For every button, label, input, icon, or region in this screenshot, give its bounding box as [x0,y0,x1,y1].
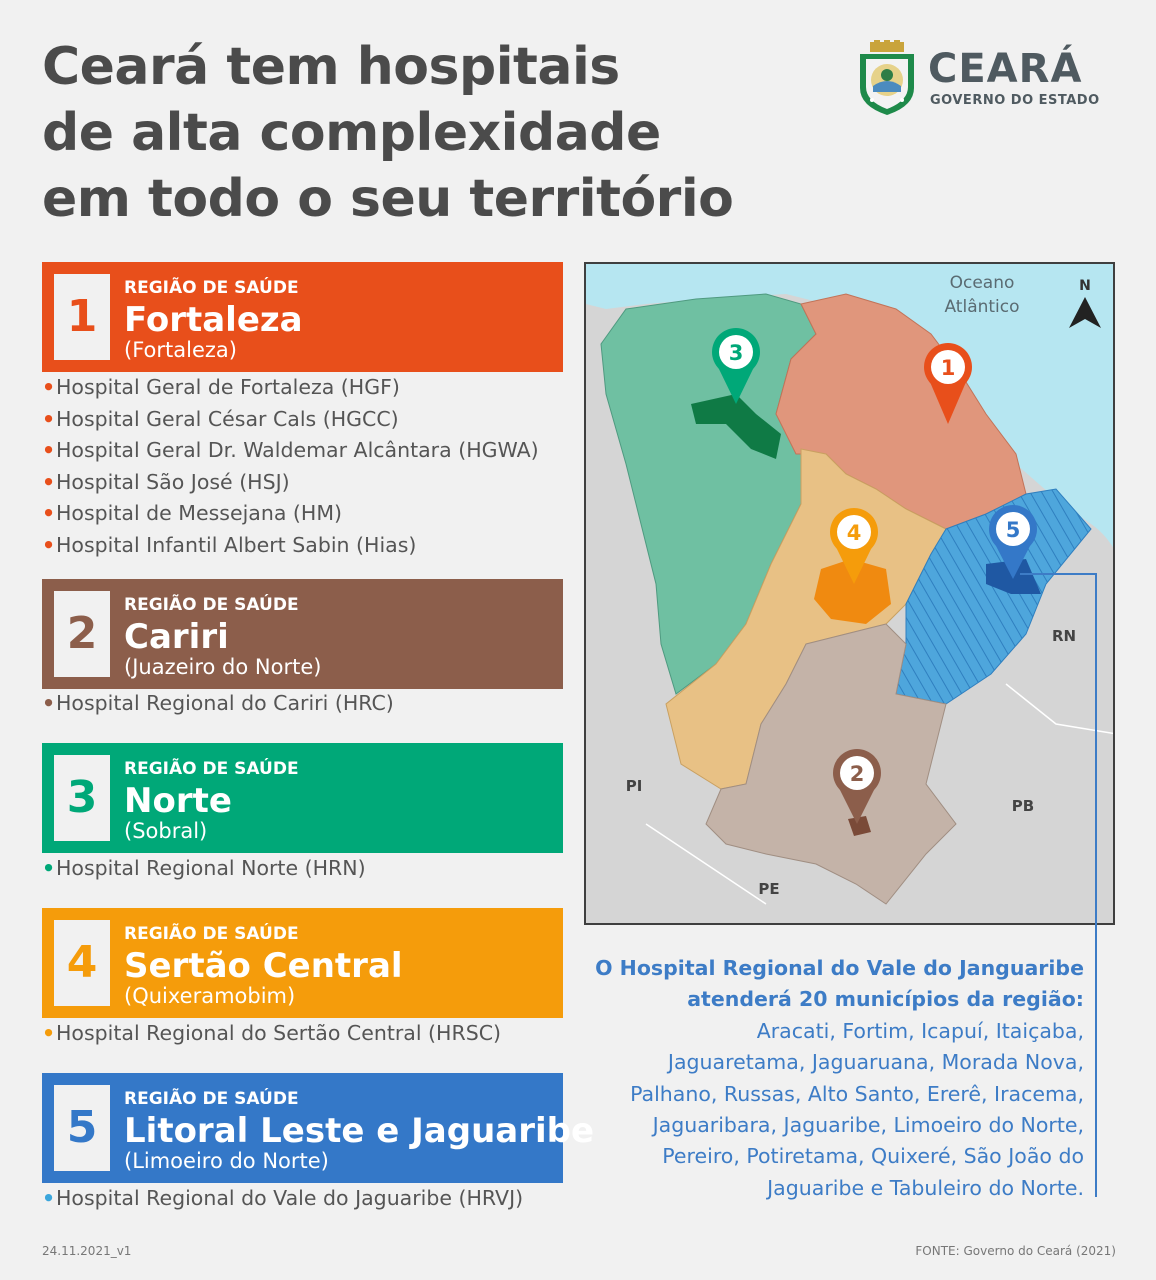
hospital-name: Hospital Regional do Sertão Central (HRSC) [56,1021,502,1045]
region-city: (Juazeiro do Norte) [124,655,322,679]
version-label: 24.11.2021_v1 [42,1244,132,1258]
page-title [42,34,802,232]
hospital-name: Hospital São José (HSJ) [56,469,290,494]
hospital-name: Hospital Infantil Albert Sabin (Hias) [56,532,417,557]
region-name: Cariri [124,617,229,657]
note-line: Jaguaribara, Jaguaribe, Limoeiro do Norte, [652,1113,1084,1138]
source-label: FONTE: Governo do Ceará (2021) [915,1244,1116,1258]
region-kicker: REGIÃO DE SAÚDE [124,924,299,944]
region-city: (Limoeiro do Norte) [124,1149,329,1173]
list-item: •Hospital Geral Dr. Waldemar Alcântara (HGWA) [42,438,539,463]
note-lead-1: O Hospital Regional do Vale do Janguaribe [595,956,1084,980]
svg-text:1: 1 [940,356,956,380]
region-kicker: REGIÃO DE SAÚDE [124,759,299,779]
hospital-name: Hospital Geral Dr. Waldemar Alcântara (HGWA) [56,438,539,463]
logo-brand-text: CEARÁ [928,46,1083,92]
region-number: 3 [54,755,110,841]
hospital-name: Hospital Regional Norte (HRN) [56,856,366,880]
note-line: Jaguaretama, Jaguaruana, Morada Nova, [667,1050,1084,1075]
map-canvas [586,264,1115,925]
list-item: •Hospital Infantil Albert Sabin (Hias) [42,532,417,557]
title-line-3: em todo o seu território [42,169,734,229]
state-label-rn: RN [1051,627,1077,645]
hrvj-municipalities-note [586,953,1084,1204]
title-line-1: Ceará tem hospitais [42,37,620,97]
hospital-list-litoral-leste [42,1183,523,1215]
ocean-label-2: Atlântico [944,297,1020,317]
hospital-name: Hospital Geral de Fortaleza (HGF) [56,375,400,399]
note-lead-2: atenderá 20 municípios da região: [687,987,1084,1012]
north-label: N [1079,278,1091,294]
list-item: •Hospital Geral de Fortaleza (HGF) [42,375,400,399]
list-item: •Hospital São José (HSJ) [42,469,290,494]
hospital-list-cariri [42,688,394,720]
state-label-pi: PI [625,777,643,795]
hospital-name: Hospital de Messejana (HM) [56,501,342,526]
ceara-government-logo [856,40,1118,116]
region-name: Litoral Leste e Jaguaribe [124,1111,595,1151]
region-card-cariri [42,579,563,689]
region-name: Fortaleza [124,300,303,340]
note-line: Aracati, Fortim, Icapuí, Itaiçaba, [756,1018,1084,1043]
hospital-name: Hospital Geral César Cals (HGCC) [56,406,399,431]
note-line: Jaguaribe e Tabuleiro do Norte. [767,1175,1084,1200]
coat-of-arms-icon [856,40,918,116]
region-card-fortaleza [42,262,563,372]
health-regions-map [584,262,1115,925]
region-card-litoral-leste-jaguaribe [42,1073,595,1183]
list-item: •Hospital Regional do Cariri (HRC) [42,691,394,715]
region-city: (Sobral) [124,819,208,843]
region-name: Norte [124,781,232,821]
callout-tick [1020,573,1097,575]
svg-text:2: 2 [849,762,865,786]
ocean-label: Oceano [949,273,1015,293]
region-number: 4 [54,920,110,1006]
hospital-list-norte [42,853,366,885]
region-city: (Quixeramobim) [124,984,296,1008]
list-item: •Hospital de Messejana (HM) [42,501,342,526]
list-item: •Hospital Regional do Sertão Central (HRSC) [42,1021,502,1045]
region-card-norte [42,743,563,853]
hospital-list-sertao-central [42,1018,501,1050]
state-label-pb: PB [1011,797,1035,815]
list-item: •Hospital Geral César Cals (HGCC) [42,406,399,431]
hospital-name: Hospital Regional do Vale do Jaguaribe (HRVJ) [56,1186,524,1210]
hospital-name: Hospital Regional do Cariri (HRC) [56,691,394,715]
list-item: •Hospital Regional Norte (HRN) [42,856,366,880]
state-label-pe: PE [758,880,780,898]
region-kicker: REGIÃO DE SAÚDE [124,278,299,298]
region-city: (Fortaleza) [124,338,237,362]
list-item: •Hospital Regional do Vale do Jaguaribe (HRVJ) [42,1186,524,1210]
region-number: 1 [54,274,110,360]
region-card-sertao-central [42,908,563,1018]
region-number: 2 [54,591,110,677]
svg-text:4: 4 [846,521,862,545]
region-kicker: REGIÃO DE SAÚDE [124,595,299,615]
svg-text:3: 3 [728,341,744,365]
note-line: Pereiro, Potiretama, Quixeré, São João do [662,1144,1084,1169]
logo-subtitle: GOVERNO DO ESTADO [930,93,1100,108]
note-line: Palhano, Russas, Alto Santo, Ererê, Iracema, [630,1081,1084,1106]
title-line-2: de alta complexidade [42,103,661,163]
region-kicker: REGIÃO DE SAÚDE [124,1089,299,1109]
region-name: Sertão Central [124,946,403,986]
hospital-list-fortaleza [42,372,539,562]
svg-text:5: 5 [1005,518,1021,542]
region-number: 5 [54,1085,110,1171]
callout-line [1095,573,1097,1197]
